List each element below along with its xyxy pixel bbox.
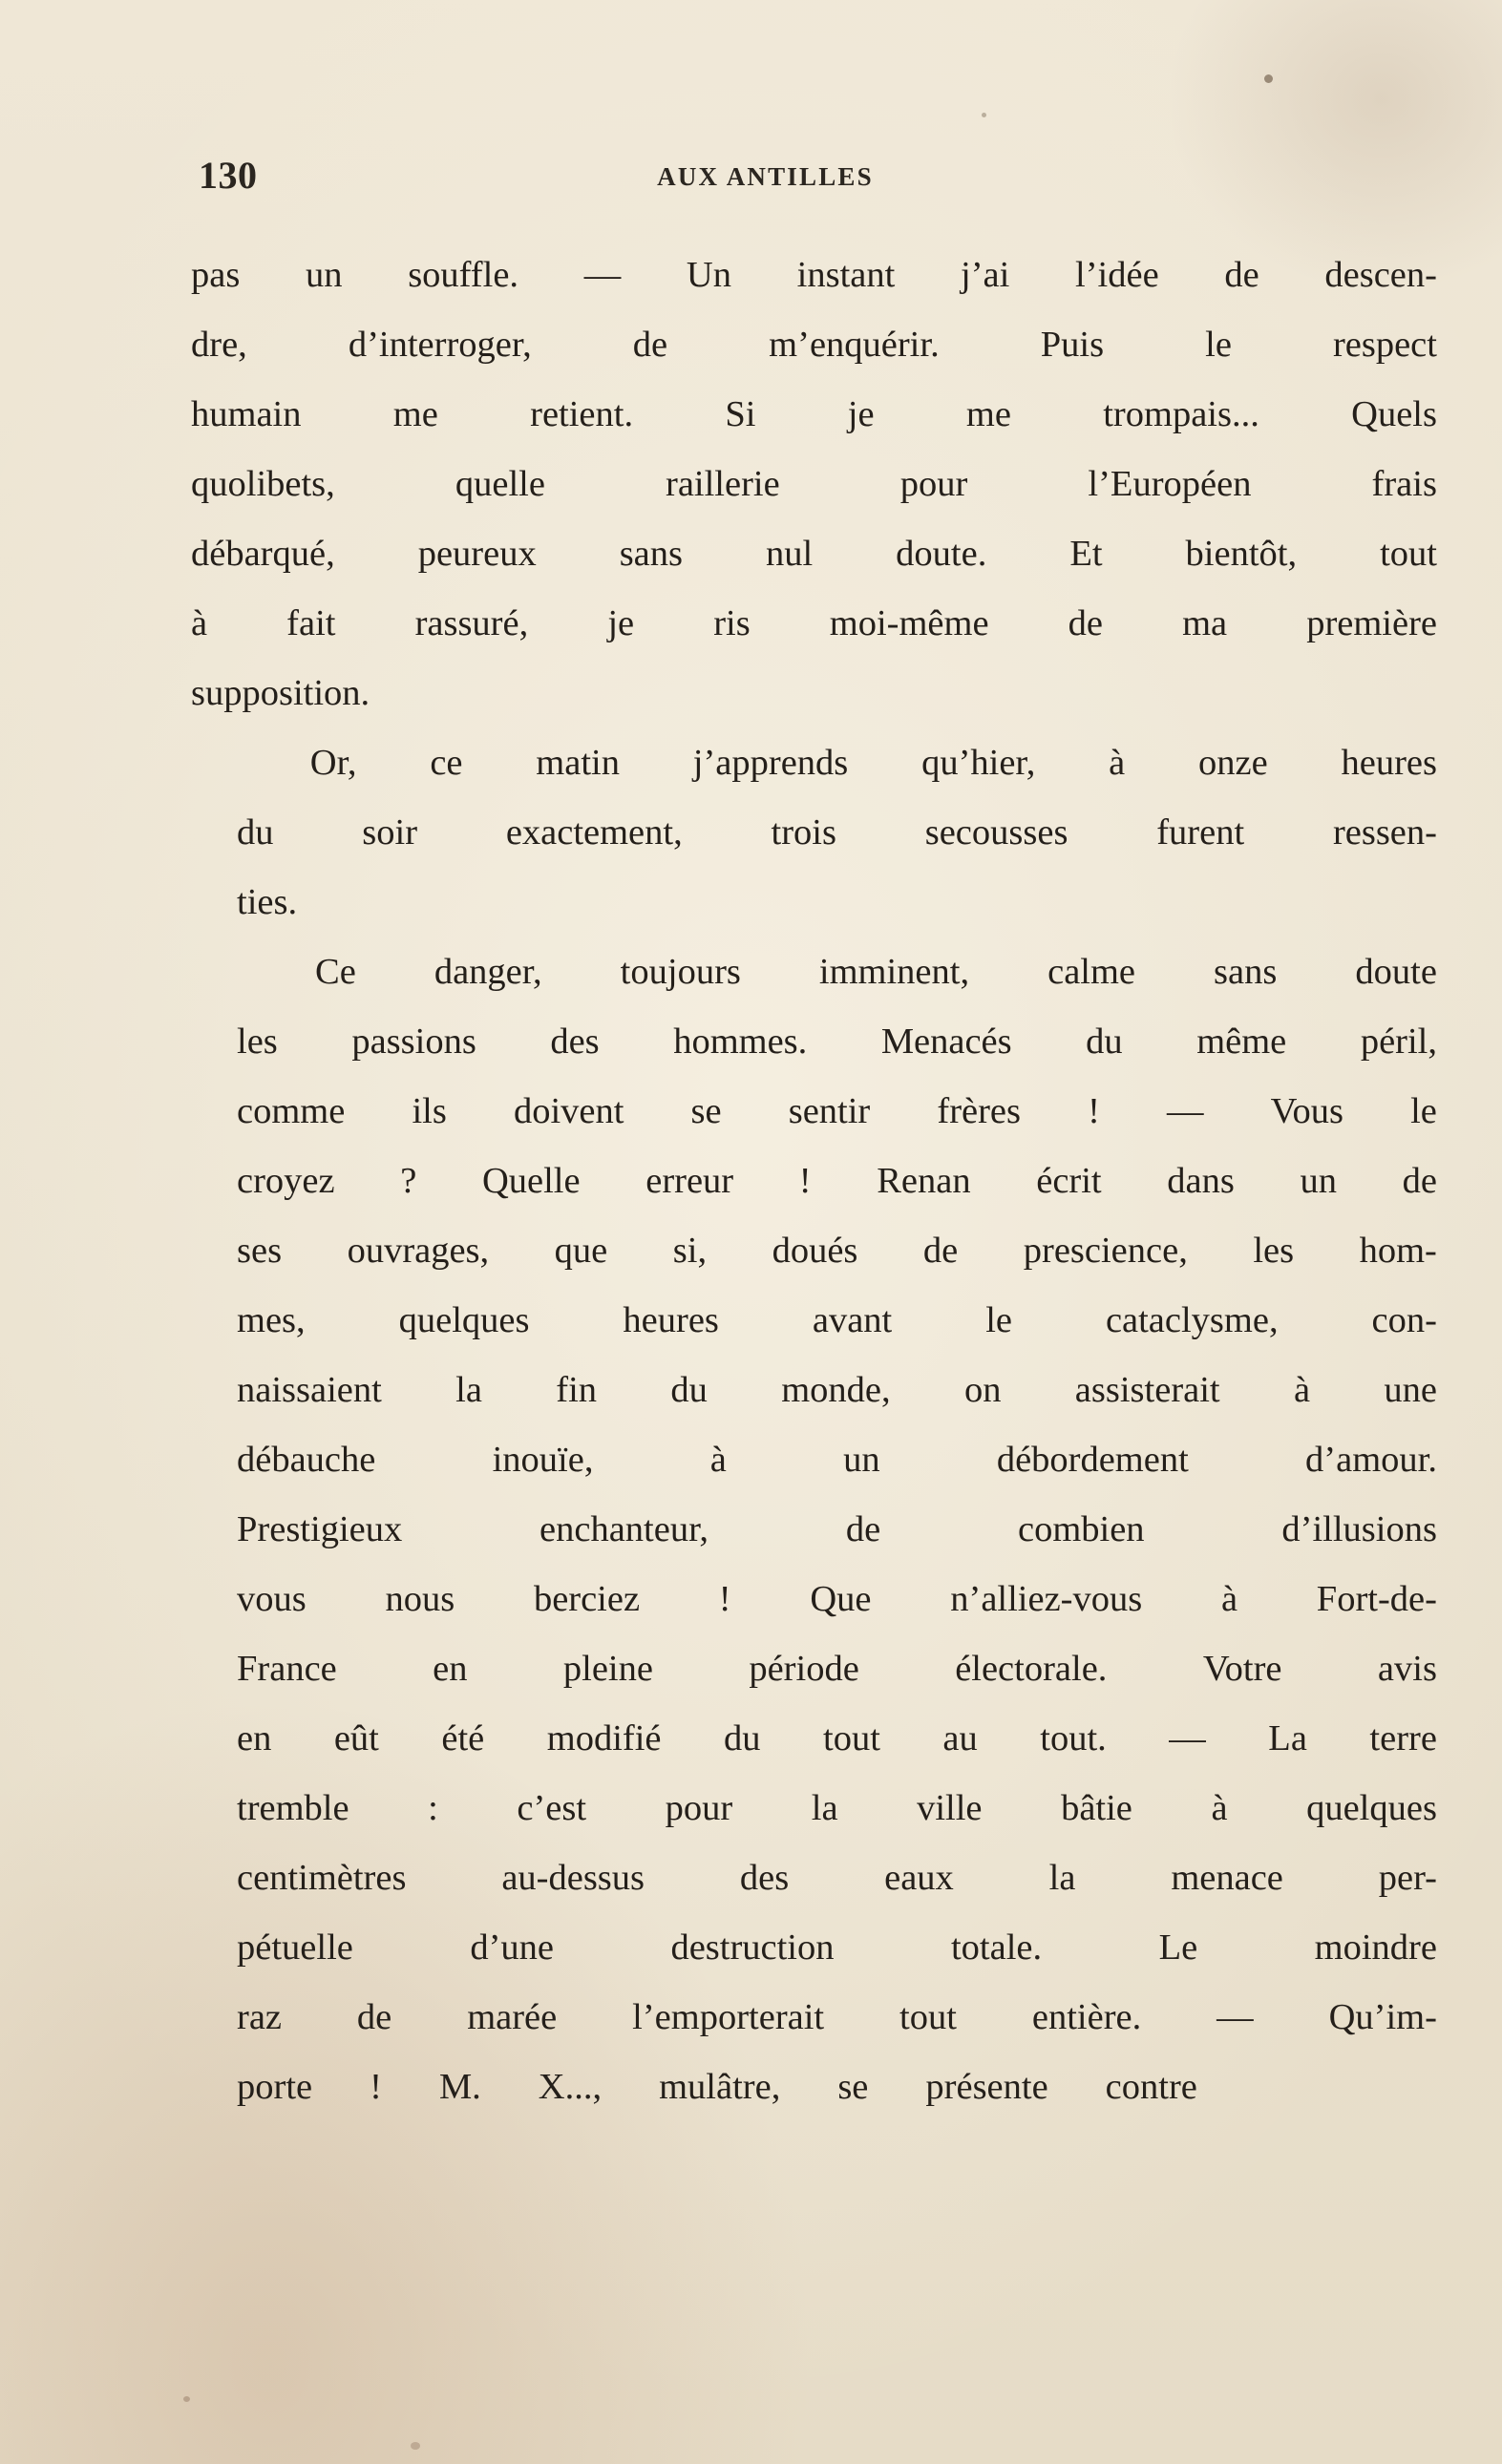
word: ? bbox=[400, 1161, 417, 1201]
word: à bbox=[1220, 1579, 1238, 1619]
word: hom- bbox=[1359, 1231, 1437, 1271]
text-line bbox=[191, 1704, 1437, 1774]
word: nul bbox=[765, 534, 814, 574]
word: Votre bbox=[1202, 1649, 1282, 1689]
word: toujours bbox=[620, 952, 741, 992]
word: Renan bbox=[877, 1161, 971, 1201]
word: je bbox=[607, 603, 635, 643]
word: instant bbox=[796, 255, 896, 295]
word: présente bbox=[925, 2067, 1048, 2107]
word: j’apprends bbox=[692, 743, 849, 783]
word: quolibets, bbox=[191, 464, 335, 504]
word: en bbox=[433, 1649, 468, 1689]
text-line bbox=[191, 1216, 1437, 1286]
word: sans bbox=[619, 534, 683, 574]
word: ce bbox=[430, 743, 463, 783]
word: un bbox=[843, 1440, 880, 1480]
word: eaux bbox=[884, 1858, 954, 1898]
word: combien bbox=[1017, 1509, 1145, 1549]
paper-speck bbox=[183, 2396, 190, 2402]
word: destruction bbox=[670, 1927, 835, 1968]
text-line bbox=[191, 1843, 1437, 1913]
word: écrit bbox=[1036, 1161, 1102, 1201]
word: j’ai bbox=[961, 255, 1010, 295]
word: exactement, bbox=[505, 812, 683, 853]
word: menace bbox=[1171, 1858, 1283, 1898]
word: c’est bbox=[517, 1788, 587, 1828]
word: avis bbox=[1377, 1649, 1437, 1689]
word: de bbox=[1224, 255, 1259, 295]
page-text-block bbox=[191, 241, 1437, 2122]
text-line bbox=[191, 937, 1437, 1007]
word: le bbox=[1205, 325, 1232, 365]
paragraph bbox=[191, 937, 1437, 2122]
word: période bbox=[749, 1649, 859, 1689]
word: X..., bbox=[538, 2067, 603, 2107]
word: imminent, bbox=[818, 952, 970, 992]
word: de bbox=[1402, 1161, 1437, 1201]
paragraph bbox=[191, 728, 1437, 937]
word: de bbox=[922, 1231, 959, 1271]
word: du bbox=[724, 1718, 761, 1758]
word: que bbox=[554, 1231, 608, 1271]
word: de bbox=[356, 1997, 392, 2037]
word: ressen- bbox=[1332, 812, 1437, 853]
word: tout bbox=[1380, 534, 1437, 574]
word: marée bbox=[467, 1997, 558, 2037]
word: ! bbox=[1088, 1091, 1100, 1131]
word: l’emporterait bbox=[632, 1997, 825, 2037]
word: du bbox=[1086, 1021, 1123, 1062]
word: quelques bbox=[398, 1300, 530, 1340]
word: le bbox=[1410, 1091, 1437, 1131]
word: me bbox=[392, 394, 438, 434]
word: fait bbox=[286, 603, 336, 643]
word: des bbox=[550, 1021, 600, 1062]
word: trompais... bbox=[1103, 394, 1259, 434]
word: doivent bbox=[513, 1091, 624, 1131]
word: doués bbox=[772, 1231, 858, 1271]
word: bâtie bbox=[1061, 1788, 1132, 1828]
word: monde, bbox=[781, 1370, 891, 1410]
word: la bbox=[1048, 1858, 1076, 1898]
word: inouïe, bbox=[492, 1440, 594, 1480]
word: ouvrages, bbox=[347, 1231, 490, 1271]
word: Puis bbox=[1040, 325, 1105, 365]
word: croyez bbox=[237, 1161, 335, 1201]
text-line bbox=[191, 1565, 1437, 1634]
paragraph bbox=[191, 241, 1437, 728]
text-line bbox=[191, 310, 1437, 380]
word: l’Européen bbox=[1088, 464, 1252, 504]
text-line bbox=[191, 241, 1437, 310]
word: tout. bbox=[1040, 1718, 1107, 1758]
word: du bbox=[670, 1370, 708, 1410]
word: berciez bbox=[533, 1579, 641, 1619]
word: débauche bbox=[237, 1440, 376, 1480]
word: en bbox=[237, 1718, 272, 1758]
word: qu’hier, bbox=[921, 743, 1036, 783]
word: Ce bbox=[315, 952, 356, 992]
word: erreur bbox=[645, 1161, 734, 1201]
word: porte bbox=[237, 2067, 313, 2107]
text-line bbox=[191, 659, 1437, 728]
text-line bbox=[191, 1634, 1437, 1704]
word: entière. bbox=[1031, 1997, 1142, 2037]
word: passions bbox=[351, 1021, 476, 1062]
word: Or, bbox=[309, 743, 357, 783]
word: frais bbox=[1371, 464, 1437, 504]
text-line bbox=[191, 450, 1437, 519]
word: quelques bbox=[1306, 1788, 1437, 1828]
word: bientôt, bbox=[1185, 534, 1298, 574]
word: heures bbox=[1341, 743, 1437, 783]
word: peureux bbox=[417, 534, 537, 574]
text-line bbox=[191, 589, 1437, 659]
word: terre bbox=[1369, 1718, 1437, 1758]
word: pas bbox=[191, 255, 241, 295]
word: : bbox=[428, 1788, 438, 1828]
text-line bbox=[191, 1147, 1437, 1216]
word: France bbox=[237, 1649, 337, 1689]
word: ville bbox=[917, 1788, 983, 1828]
word: même bbox=[1196, 1021, 1287, 1062]
word: ses bbox=[237, 1231, 283, 1271]
word: été bbox=[441, 1718, 485, 1758]
word: pétuelle bbox=[237, 1927, 353, 1968]
word: de bbox=[845, 1509, 881, 1549]
word: des bbox=[739, 1858, 790, 1898]
word: au bbox=[942, 1718, 978, 1758]
word: on bbox=[963, 1370, 1002, 1410]
word: Et bbox=[1069, 534, 1103, 574]
word: de bbox=[632, 325, 668, 365]
word: d’interroger, bbox=[348, 325, 532, 365]
word: matin bbox=[536, 743, 620, 783]
word: furent bbox=[1156, 812, 1245, 853]
word: pour bbox=[665, 1788, 733, 1828]
word: M. bbox=[438, 2067, 481, 2107]
word: enchanteur, bbox=[539, 1509, 709, 1549]
word: Prestigieux bbox=[237, 1509, 403, 1549]
word: respect bbox=[1332, 325, 1437, 365]
word: du bbox=[237, 812, 274, 853]
paper-speck bbox=[982, 113, 986, 117]
word: ma bbox=[1182, 603, 1228, 643]
word: — bbox=[1169, 1718, 1206, 1758]
paragraph-indent bbox=[191, 937, 237, 1007]
word: comme bbox=[237, 1091, 346, 1131]
word: onze bbox=[1198, 743, 1268, 783]
word: dre, bbox=[191, 325, 247, 365]
word: au-dessus bbox=[501, 1858, 645, 1898]
paragraph-indent bbox=[191, 728, 237, 798]
word: débordement bbox=[996, 1440, 1189, 1480]
word: frères bbox=[937, 1091, 1021, 1131]
word: l’idée bbox=[1075, 255, 1159, 295]
text-line bbox=[191, 1983, 1437, 2053]
word: raillerie bbox=[666, 464, 780, 504]
text-line bbox=[191, 2053, 1437, 2122]
word: raz bbox=[237, 1997, 282, 2037]
word: pour bbox=[899, 464, 968, 504]
word: un bbox=[1300, 1161, 1337, 1201]
word: humain bbox=[191, 394, 302, 434]
text-line bbox=[191, 1286, 1437, 1356]
running-head: AUX ANTILLES bbox=[657, 162, 874, 191]
word: mulâtre, bbox=[659, 2067, 781, 2107]
word: les bbox=[1253, 1231, 1295, 1271]
word: vous bbox=[237, 1579, 307, 1619]
word: Fort-de- bbox=[1316, 1579, 1437, 1619]
text-line bbox=[191, 1913, 1437, 1983]
word: la bbox=[811, 1788, 838, 1828]
word: tout bbox=[823, 1718, 880, 1758]
text-line bbox=[191, 728, 1437, 798]
word: fin bbox=[556, 1370, 598, 1410]
word: eût bbox=[333, 1718, 379, 1758]
word: me bbox=[965, 394, 1011, 434]
word: moi-même bbox=[829, 603, 989, 643]
word: secousses bbox=[924, 812, 1068, 853]
word: — bbox=[1216, 1997, 1254, 2037]
text-line bbox=[191, 1495, 1437, 1565]
word: dans bbox=[1167, 1161, 1235, 1201]
word: avant bbox=[812, 1300, 893, 1340]
word: à bbox=[191, 603, 208, 643]
word: soir bbox=[362, 812, 418, 853]
word: ! bbox=[798, 1161, 812, 1201]
word: électorale. bbox=[955, 1649, 1108, 1689]
word: Le bbox=[1158, 1927, 1198, 1968]
word: supposition. bbox=[191, 673, 370, 713]
word: à bbox=[1293, 1370, 1311, 1410]
word: retient. bbox=[530, 394, 634, 434]
word: prescience, bbox=[1023, 1231, 1188, 1271]
word: contre bbox=[1105, 2067, 1197, 2107]
word: Quelle bbox=[481, 1161, 581, 1201]
word: ties. bbox=[237, 882, 298, 922]
word: centimètres bbox=[237, 1858, 407, 1898]
word: trois bbox=[771, 812, 836, 853]
word: je bbox=[847, 394, 875, 434]
word: de bbox=[1068, 603, 1103, 643]
word: doute. bbox=[896, 534, 987, 574]
word: — bbox=[583, 255, 622, 295]
word: rassuré, bbox=[414, 603, 529, 643]
word: à bbox=[709, 1440, 727, 1480]
word: d’amour. bbox=[1305, 1440, 1437, 1480]
word: Vous bbox=[1270, 1091, 1343, 1131]
text-line bbox=[191, 380, 1437, 450]
word: se bbox=[837, 2067, 869, 2107]
word: modifié bbox=[546, 1718, 662, 1758]
word: nous bbox=[385, 1579, 455, 1619]
word: Quels bbox=[1351, 394, 1437, 434]
word: naissaient bbox=[237, 1370, 382, 1410]
word: n’alliez-vous bbox=[950, 1579, 1143, 1619]
text-line bbox=[191, 1356, 1437, 1425]
word: Menacés bbox=[880, 1021, 1012, 1062]
word: mes, bbox=[237, 1300, 306, 1340]
page-number: 130 bbox=[199, 154, 258, 197]
word: totale. bbox=[950, 1927, 1043, 1968]
word: quelle bbox=[455, 464, 545, 504]
word: Que bbox=[810, 1579, 872, 1619]
text-line bbox=[191, 1077, 1437, 1147]
word: con- bbox=[1371, 1300, 1437, 1340]
word: sans bbox=[1214, 952, 1278, 992]
text-line bbox=[191, 519, 1437, 589]
word: une bbox=[1384, 1370, 1437, 1410]
word: — bbox=[1167, 1091, 1204, 1131]
word: le bbox=[985, 1300, 1012, 1340]
text-line bbox=[191, 1774, 1437, 1843]
word: pleine bbox=[562, 1649, 653, 1689]
text-line bbox=[191, 868, 1437, 937]
word: débarqué, bbox=[191, 534, 335, 574]
word: La bbox=[1268, 1718, 1307, 1758]
word: danger, bbox=[434, 952, 542, 992]
word: calme bbox=[1047, 952, 1136, 992]
word: moindre bbox=[1314, 1927, 1437, 1968]
word: Si bbox=[725, 394, 756, 434]
text-line bbox=[191, 1425, 1437, 1495]
word: per- bbox=[1378, 1858, 1437, 1898]
word: première bbox=[1306, 603, 1437, 643]
word: ils bbox=[412, 1091, 447, 1131]
word: cataclysme, bbox=[1105, 1300, 1279, 1340]
word: ! bbox=[370, 2067, 382, 2107]
paper-speck bbox=[411, 2442, 420, 2450]
word: Un bbox=[686, 255, 731, 295]
text-line bbox=[191, 1007, 1437, 1077]
page-header bbox=[0, 153, 1502, 197]
word: descen- bbox=[1324, 255, 1437, 295]
word: m’enquérir. bbox=[769, 325, 940, 365]
word: tremble bbox=[237, 1788, 349, 1828]
text-line bbox=[191, 798, 1437, 868]
word: souffle. bbox=[408, 255, 519, 295]
word: si, bbox=[672, 1231, 708, 1271]
word: heures bbox=[623, 1300, 719, 1340]
word: assisterait bbox=[1074, 1370, 1220, 1410]
word: ! bbox=[718, 1579, 731, 1619]
word: hommes. bbox=[673, 1021, 808, 1062]
word: ris bbox=[713, 603, 751, 643]
paper-speck bbox=[1264, 74, 1273, 83]
word: d’illusions bbox=[1281, 1509, 1437, 1549]
word: les bbox=[237, 1021, 278, 1062]
word: sentir bbox=[788, 1091, 871, 1131]
word: Qu’im- bbox=[1328, 1997, 1437, 2037]
word: se bbox=[690, 1091, 722, 1131]
word: doute bbox=[1355, 952, 1437, 992]
word: à bbox=[1109, 743, 1126, 783]
word: à bbox=[1211, 1788, 1228, 1828]
word: la bbox=[455, 1370, 482, 1410]
word: tout bbox=[899, 1997, 957, 2037]
word: d’une bbox=[470, 1927, 554, 1968]
word: un bbox=[306, 255, 343, 295]
word: péril, bbox=[1360, 1021, 1437, 1062]
